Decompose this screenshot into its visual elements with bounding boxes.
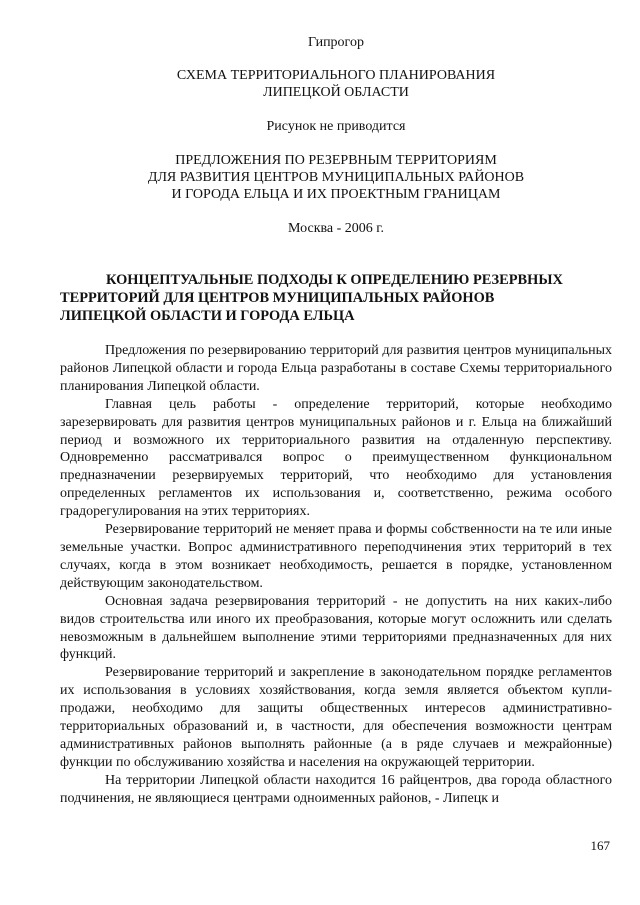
place-year <box>60 220 612 237</box>
proposal-title-line2: ДЛЯ РАЗВИТИЯ ЦЕНТРОВ МУНИЦИПАЛЬНЫХ РАЙОНОВ <box>147 170 525 185</box>
page-number: 167 <box>590 838 610 853</box>
paragraph: На территории Липецкой области находится 16 райцентров, два города областного подчинения, не являющиеся центрами одноименных районов, - Липецк и <box>60 772 612 806</box>
proposal-title-line1: ПРЕДЛОЖЕНИЯ ПО РЕЗЕРВНЫМ ТЕРРИТОРИЯМ <box>175 153 497 168</box>
section-heading-line2: ТЕРРИТОРИЙ ДЛЯ ЦЕНТРОВ МУНИЦИПАЛЬНЫХ РАЙОНОВ <box>60 290 495 306</box>
body-text <box>60 342 612 808</box>
paragraph: Основная задача резервирования территорий - не допустить на них каких-либо видов строительства или иного их преобразования, которые могут осложнить или сделать невозможным в дальнейшем выполнение этими территориями предназначенных для них функций. <box>60 593 612 663</box>
figure-note <box>60 118 612 135</box>
paragraph: Резервирование территорий не меняет права и формы собственности на те или иные земельные участки. Вопрос административного переподчинения этих территорий в тех случаях, когда в этом возникает необходимость, решается в порядке, установленном действующим законодательством. <box>60 522 612 591</box>
scheme-title <box>60 67 612 101</box>
paragraph: Предложения по резервированию территорий для развития центров муниципальных районов Липецкой области и города Ельца разработаны в составе Схемы территориального планирования Липецкой области. <box>60 343 612 394</box>
scheme-title-line1: СХЕМА ТЕРРИТОРИАЛЬНОГО ПЛАНИРОВАНИЯ <box>176 68 496 83</box>
paragraph: Резервирование территорий и закрепление в законодательном порядке регламентов их использования в условиях хозяйствования, когда земля является объектом купли-продажи, необходимо для защиты общественных интересов административно-территориальных образований и, в частности, для обеспечения возможности центрам административных районов выполнять районные (а в ряде случаев и межрайонные) функции по обслуживанию хозяйства и населения на окружающей территории. <box>60 665 612 770</box>
section-heading-line1: КОНЦЕПТУАЛЬНЫЕ ПОДХОДЫ К ОПРЕДЕЛЕНИЮ РЕЗЕРВНЫХ <box>106 272 563 288</box>
place-year-text: Москва - 2006 г. <box>288 221 384 236</box>
section-heading <box>60 271 600 325</box>
paragraph: Главная цель работы - определение территорий, которые необходимо зарезервировать для развития центров муниципальных районов и г. Ельца на ближайший период и возможного их территориального развития на отдаленную перспективу. Одновременно рассматривался вопрос о преимущественном функциональном предназначении резервируемых территорий, что необходимо для установления определенных регламентов их использования и, соответственно, режима особого градорегулирования на этих территориях. <box>60 396 612 520</box>
scheme-title-line2: ЛИПЕЦКОЙ ОБЛАСТИ <box>263 85 409 100</box>
proposal-title <box>60 152 612 203</box>
figure-note-text: Рисунок не приводится <box>266 119 406 134</box>
org-name: Гипрогор <box>308 35 364 50</box>
header-org <box>60 34 612 51</box>
proposal-title-line3: И ГОРОДА ЕЛЬЦА И ИХ ПРОЕКТНЫМ ГРАНИЦАМ <box>171 187 501 202</box>
section-heading-line3: ЛИПЕЦКОЙ ОБЛАСТИ И ГОРОДА ЕЛЬЦА <box>60 308 355 324</box>
